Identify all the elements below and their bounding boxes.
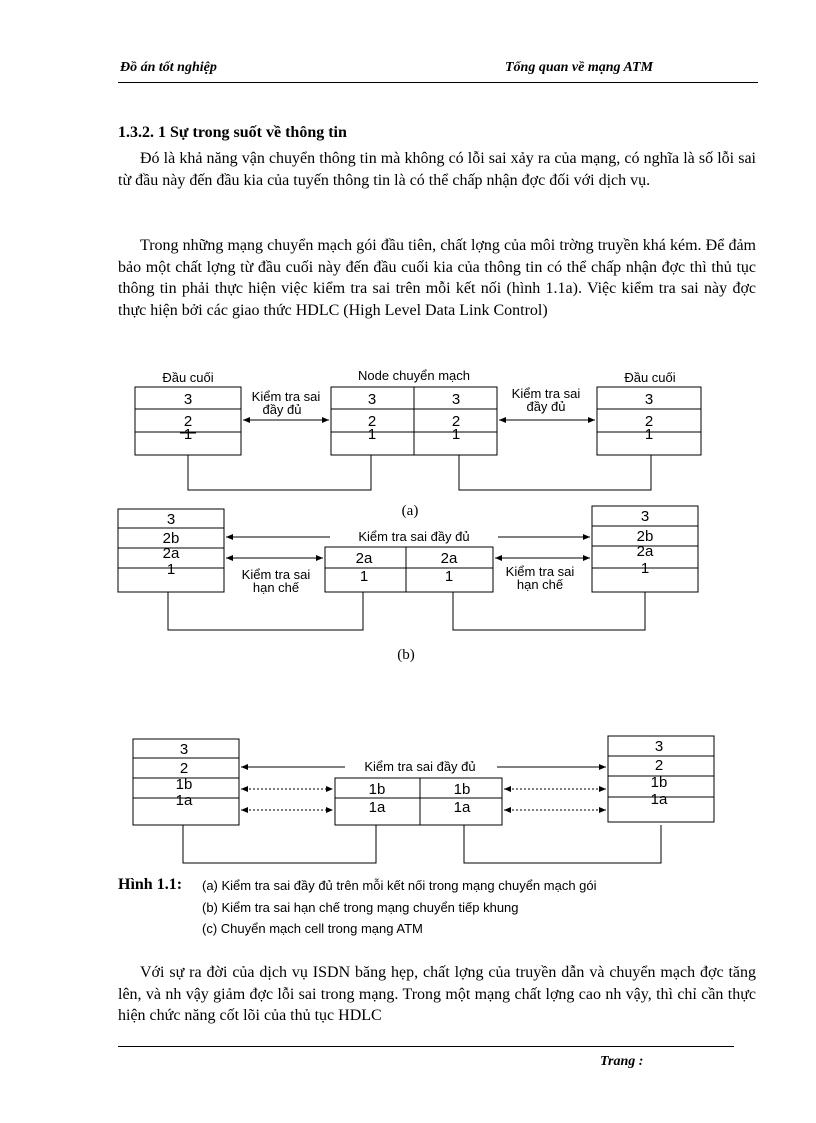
figure-1-1: [0, 360, 816, 880]
a-left-l3: 3: [183, 391, 193, 408]
paragraph-3-text: Với sự ra đời của dịch vụ ISDN băng hẹp, chất lợng của truyền dẫn và chuyển mạch đợc tăng lên, và nh vậy giảm đợc lỗi sai trong mạng. Trong một mạng chất lợng cao nh vậy, thì chỉ cần thực hiện chức năng cốt lõi của thủ tục HDLC: [118, 964, 756, 1024]
diagram-a-connector-right: [459, 455, 651, 490]
header-right: Tổng quan về mạng ATM: [505, 60, 654, 75]
section-heading: 1.3.2. 1 Sự trong suốt về thông tin: [118, 124, 347, 141]
diagram-a-node-stack: [331, 387, 497, 455]
b-node2-l2a: 2a: [440, 550, 458, 567]
b-node1-l1: 1: [359, 568, 369, 585]
c-right-l2: 2: [654, 757, 664, 774]
c-node2-l1a: 1a: [453, 799, 471, 816]
diagram-b-limited-right-1: Kiểm tra sai: [505, 564, 575, 579]
paragraph-2: [118, 235, 756, 321]
b-node2-l1: 1: [444, 568, 454, 585]
diagram-b-connector-left: [168, 592, 363, 630]
a-right-l3: 3: [644, 391, 654, 408]
paragraph-1-text: Đó là khả năng vận chuyển thông tin mà không có lỗi sai xảy ra của mạng, có nghĩa là số lỗi sai từ đầu này đến đầu kia của tuyến thông tin là có thể chấp nhận đợc đối với dịch vụ.: [118, 150, 756, 189]
diagram-b-full-check: Kiểm tra sai đầy đủ: [358, 529, 470, 544]
b-left-l3: 3: [166, 511, 176, 528]
b-left-l2a: 2a: [162, 545, 180, 562]
diagram-b-limited-right-2: hạn chế: [516, 577, 564, 592]
figure-caption-title: Hình 1.1:: [118, 876, 183, 893]
b-left-l2b: 2b: [162, 530, 180, 547]
c-left-l1b: 1b: [175, 776, 193, 793]
diagram-c: [133, 736, 714, 863]
a-left-l1: 1: [183, 426, 193, 443]
a-node2-l1: 1: [451, 426, 461, 443]
a-node2-l2: 2: [451, 413, 461, 430]
figure-caption-a: (a) Kiểm tra sai đầy đủ trên mỗi kết nối trong mạng chuyển mạch gói: [202, 878, 597, 893]
diagram-b: [118, 506, 698, 630]
diagram-c-full-check: Kiểm tra sai đầy đủ: [364, 759, 476, 774]
diagram-a-mid-title: Node chuyển mạch: [357, 368, 471, 383]
diagram-b-node-stack: [325, 547, 493, 592]
diagram-a-label: (a): [401, 503, 419, 519]
b-right-l2a: 2a: [636, 543, 654, 560]
diagram-a-left-title: Đầu cuối: [162, 370, 214, 385]
diagram-c-connector-left: [183, 825, 376, 863]
diagram-b-label: (b): [397, 647, 415, 663]
b-node1-l2a: 2a: [355, 550, 373, 567]
diagram-a-link-right-2: đầy đủ: [526, 399, 566, 414]
c-right-l1b: 1b: [650, 774, 668, 791]
diagram-a-link-left-2: đầy đủ: [262, 402, 302, 417]
a-right-l1: 1: [644, 426, 654, 443]
b-right-l3: 3: [640, 508, 650, 525]
paragraph-3: [118, 962, 756, 1027]
diagram-b-limited-left-2: hạn chế: [252, 580, 300, 595]
a-left-l2: 2: [183, 413, 193, 430]
footer-page-label: Trang :: [600, 1054, 644, 1069]
a-node1-l3: 3: [367, 391, 377, 408]
c-node1-l1b: 1b: [368, 781, 386, 798]
paragraph-1: [118, 148, 756, 191]
c-right-l1a: 1a: [650, 791, 668, 808]
c-node2-l1b: 1b: [453, 781, 471, 798]
c-left-l1a: 1a: [175, 792, 193, 809]
diagram-a-right-title: Đầu cuối: [624, 370, 676, 385]
footer-rule: [118, 1046, 734, 1047]
diagram-a-connector-left: [188, 455, 371, 490]
figure-caption-c: (c) Chuyển mạch cell trong mạng ATM: [202, 921, 423, 936]
b-right-l1: 1: [640, 560, 650, 577]
c-right-l3: 3: [654, 738, 664, 755]
header-left: Đồ án tốt nghiệp: [120, 60, 217, 75]
diagram-b-limited-left-1: Kiểm tra sai: [241, 567, 311, 582]
diagram-c-node-stack: [335, 778, 502, 825]
figure-caption-b: (b) Kiểm tra sai hạn chế trong mạng chuyển tiếp khung: [202, 900, 519, 915]
b-left-l1: 1: [166, 561, 176, 578]
a-node1-l2: 2: [367, 413, 377, 430]
c-node1-l1a: 1a: [368, 799, 386, 816]
a-node1-l1: 1: [367, 426, 377, 443]
paragraph-2-text: Trong những mạng chuyển mạch gói đầu tiên, chất lợng của môi trờng truyền khá kém. Để đảm bảo một chất lợng từ đầu cuối này đến đầu cuối kia của thông tin có thể chấp nhận đợc thì thủ tục thông tin phải thực hiện việc kiểm tra sai trên mỗi kết nối (hình 1.1a). Việc kiểm tra sai này đợc thực hiện bởi các giao thức HDLC (High Level Data Link Control): [118, 237, 756, 319]
diagram-a-link-left-1: Kiểm tra sai: [251, 389, 321, 404]
diagram-b-connector-right: [453, 592, 645, 630]
header-rule: [118, 82, 758, 83]
diagram-a-link-right-1: Kiểm tra sai: [511, 386, 581, 401]
diagram-a: [135, 387, 701, 490]
b-right-l2b: 2b: [636, 528, 654, 545]
a-node2-l3: 3: [451, 391, 461, 408]
c-left-l2: 2: [179, 760, 189, 777]
diagram-c-connector-right: [464, 825, 661, 863]
a-right-l2: 2: [644, 413, 654, 430]
c-left-l3: 3: [179, 741, 189, 758]
